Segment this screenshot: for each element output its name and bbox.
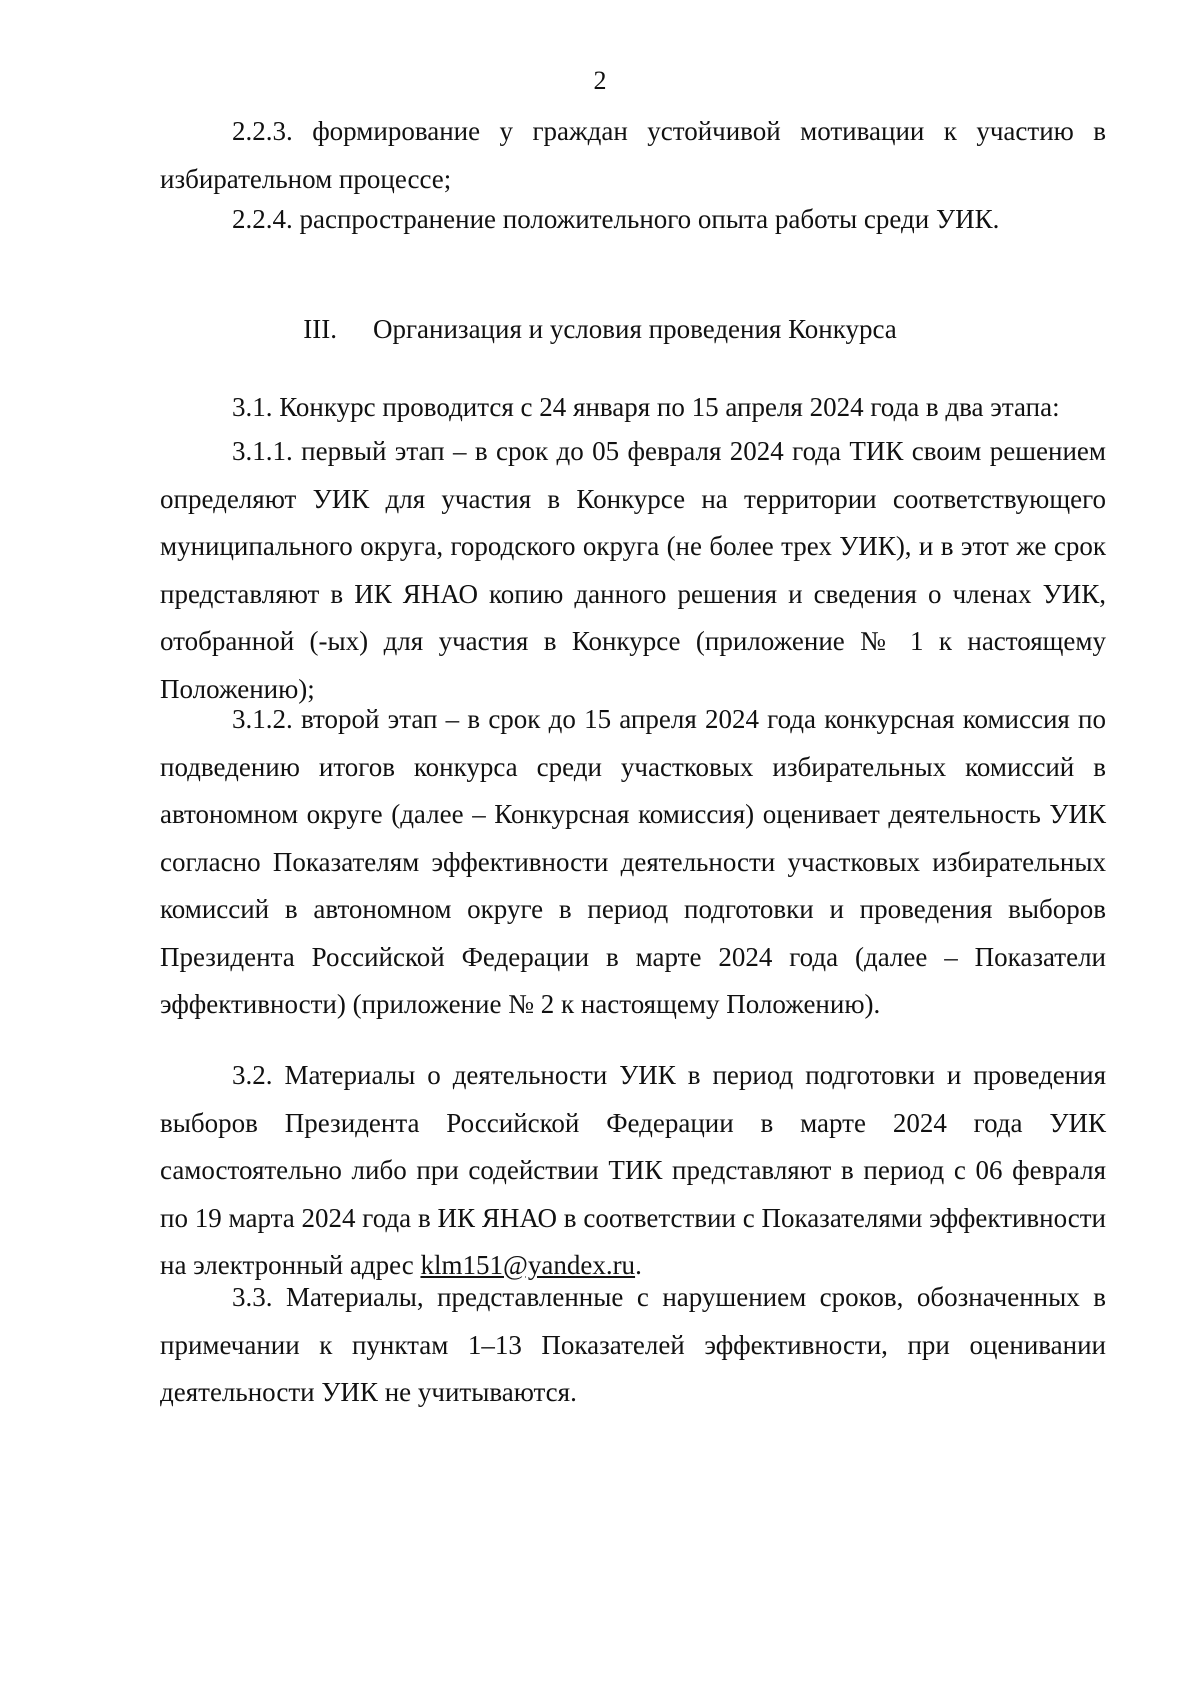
paragraph-3-1-2: 3.1.2. второй этап – в срок до 15 апреля 2024 года конкурсная комиссия по подведению итогов конкурса среди участковых избирательных комиссий в автономном округе (далее – Конкурсная комиссия) оценивает деятельность УИК согласно Показателям эффективности деятельности участковых избирательных комиссий в автономном округе в период подготовки и проведения выборов Президента Российской Федерации в марте 2024 года (далее – Показатели эффективности) (приложение № 2 к настоящему Положению). [160,704,1106,1019]
paragraph-2-2-4: 2.2.4. распространение положительного опыта работы среди УИК. [232,204,1000,234]
section-heading-numeral: III. [303,314,337,344]
section-heading-title: Организация и условия проведения Конкурса [372,314,897,344]
paragraph-3-3: 3.3. Материалы, представленные с нарушением сроков, обозначенных в примечании к пунктам 1–13 Показателей эффективности, при оценивании деятельности УИК не учитываются. [160,1282,1106,1407]
paragraph-3-2 [160,1052,1106,1290]
section-heading-iii [0,314,1200,345]
paragraph-3-1: 3.1. Конкурс проводится с 24 января по 15 апреля 2024 года в два этапа: [232,392,1060,422]
page-number: 2 [593,66,607,95]
paragraph-3-2-end: . [635,1250,642,1280]
paragraph-3-2-text: 3.2. Материалы о деятельности УИК в период подготовки и проведения выборов Президента Российской Федерации в марте 2024 года УИК самостоятельно либо при содействии ТИК представляют в период с 06 февраля по 19 марта 2024 года в ИК ЯНАО в соответствии с Показателями эффективности на электронный адрес [160,1060,1106,1280]
paragraph-2-2-3: 2.2.3. формирование у граждан устойчивой мотивации к участию в избирательном процессе; [160,116,1106,194]
email-link[interactable]: klm151@yandex.ru [420,1250,636,1280]
paragraph-3-1-1: 3.1.1. первый этап – в срок до 05 февраля 2024 года ТИК своим решением определяют УИК для участия в Конкурсе на территории соответствующего муниципального округа, городского округа (не более трех УИК), и в этот же срок представляют в ИК ЯНАО копию данного решения и сведения о членах УИК, отобранной (-ых) для участия в Конкурсе (приложение № 1 к настоящему Положению); [160,436,1106,704]
